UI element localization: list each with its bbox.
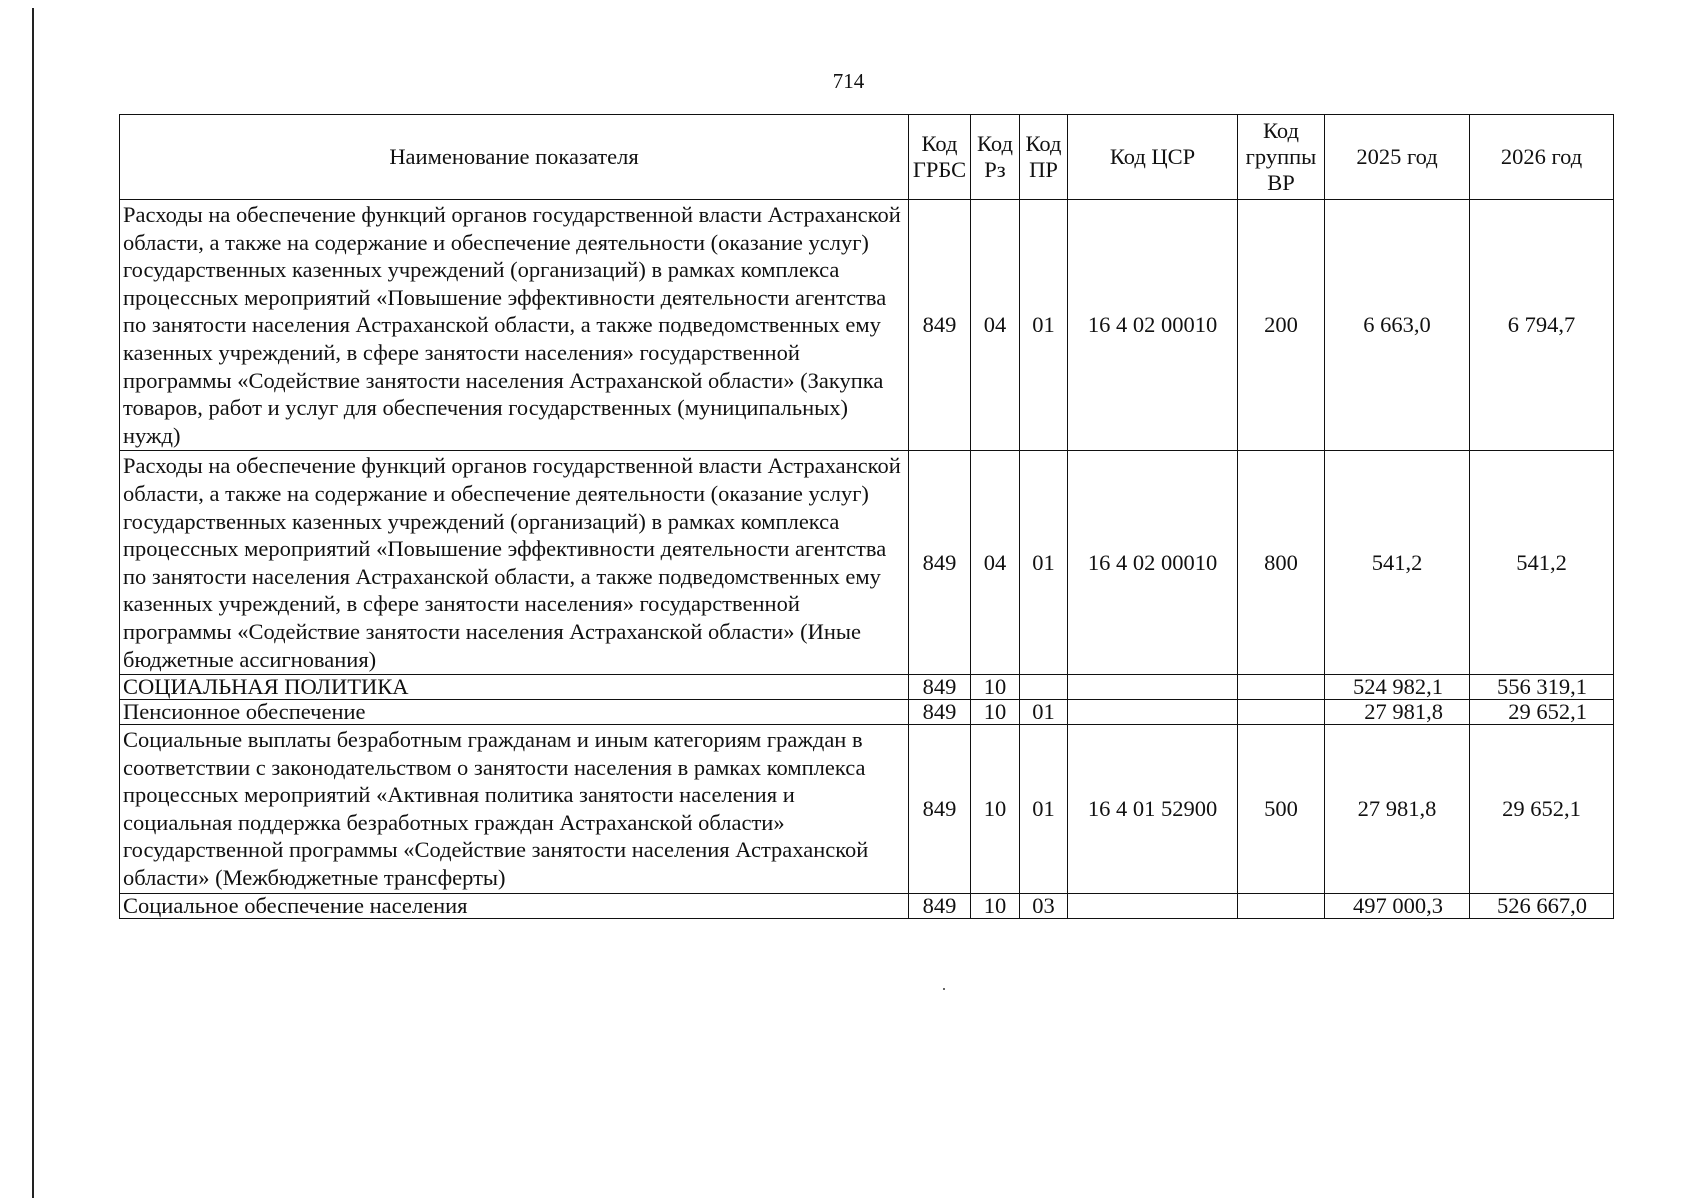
table-header-row xyxy=(120,115,1614,200)
row-pr: 01 xyxy=(1020,200,1068,451)
row-2025: 524 982,1 xyxy=(1325,675,1470,700)
row-csr: 16 4 01 52900 xyxy=(1068,725,1238,894)
row-csr: 16 4 02 00010 xyxy=(1068,451,1238,675)
row-vr xyxy=(1238,700,1325,725)
header-2025: 2025 год xyxy=(1325,115,1470,200)
row-rz: 10 xyxy=(971,725,1020,894)
row-name: Социальные выплаты безработным гражданам и иным категориям граждан в соответствии с законодательством о занятости населения в рамках комплекса процессных мероприятий «Активная политика занятости населения и социальная поддержка безработных граждан Астраханской области» государственной программы «Содействие занятости населения Астраханской области» (Межбюджетные трансферты) xyxy=(120,725,909,894)
budget-table xyxy=(119,114,1614,919)
row-2025: 27 981,8 xyxy=(1325,725,1470,894)
row-name: Пенсионное обеспечение xyxy=(120,700,909,725)
row-name: СОЦИАЛЬНАЯ ПОЛИТИКА xyxy=(120,675,909,700)
row-2026: 526 667,0 xyxy=(1470,893,1614,918)
row-csr xyxy=(1068,893,1238,918)
row-grbs: 849 xyxy=(909,675,971,700)
row-csr xyxy=(1068,700,1238,725)
table-row xyxy=(120,700,1614,725)
row-vr xyxy=(1238,893,1325,918)
row-grbs: 849 xyxy=(909,451,971,675)
scan-speck xyxy=(943,988,945,990)
page-number: 714 xyxy=(832,69,865,93)
row-pr: 01 xyxy=(1020,700,1068,725)
row-name: Расходы на обеспечение функций органов государственной власти Астраханской области, а также на содержание и обеспечение деятельности (оказание услуг) государственных казенных учреждений (организаций) в рамках комплекса процессных мероприятий «Повышение эффективности деятельности агентства по занятости населения Астраханской области, а также подведомственных ему казенных учреждений, в сфере занятости населения» государственной программы «Содействие занятости населения Астраханской области» (Закупка товаров, работ и услуг для обеспечения государственных (муниципальных) нужд) xyxy=(120,200,909,451)
header-pr: Код ПР xyxy=(1020,115,1068,200)
header-csr: Код ЦСР xyxy=(1068,115,1238,200)
row-2026: 29 652,1 xyxy=(1470,725,1614,894)
scan-left-edge-line xyxy=(32,8,34,1198)
row-rz: 10 xyxy=(971,675,1020,700)
row-2026: 29 652,1 xyxy=(1470,700,1614,725)
row-rz: 10 xyxy=(971,893,1020,918)
row-grbs: 849 xyxy=(909,893,971,918)
row-rz: 04 xyxy=(971,200,1020,451)
row-grbs: 849 xyxy=(909,725,971,894)
row-vr: 800 xyxy=(1238,451,1325,675)
row-name: Расходы на обеспечение функций органов государственной власти Астраханской области, а также на содержание и обеспечение деятельности (оказание услуг) государственных казенных учреждений (организаций) в рамках комплекса процессных мероприятий «Повышение эффективности деятельности агентства по занятости населения Астраханской области, а также подведомственных ему казенных учреждений, в сфере занятости населения» государственной программы «Содействие занятости населения Астраханской области» (Иные бюджетные ассигнования) xyxy=(120,451,909,675)
table-row xyxy=(120,675,1614,700)
header-vr: Код группы ВР xyxy=(1238,115,1325,200)
row-csr: 16 4 02 00010 xyxy=(1068,200,1238,451)
row-2026: 6 794,7 xyxy=(1470,200,1614,451)
row-pr: 01 xyxy=(1020,451,1068,675)
table-row xyxy=(120,451,1614,675)
row-2025: 6 663,0 xyxy=(1325,200,1470,451)
header-rz: Код Рз xyxy=(971,115,1020,200)
table-row xyxy=(120,725,1614,894)
row-csr xyxy=(1068,675,1238,700)
row-vr: 200 xyxy=(1238,200,1325,451)
header-grbs: Код ГРБС xyxy=(909,115,971,200)
row-name: Социальное обеспечение населения xyxy=(120,893,909,918)
header-2026: 2026 год xyxy=(1470,115,1614,200)
header-name: Наименование показателя xyxy=(120,115,909,200)
table-row xyxy=(120,200,1614,451)
row-2025: 497 000,3 xyxy=(1325,893,1470,918)
row-rz: 10 xyxy=(971,700,1020,725)
row-pr xyxy=(1020,675,1068,700)
row-vr: 500 xyxy=(1238,725,1325,894)
row-rz: 04 xyxy=(971,451,1020,675)
row-grbs: 849 xyxy=(909,200,971,451)
row-2025: 27 981,8 xyxy=(1325,700,1470,725)
row-pr: 01 xyxy=(1020,725,1068,894)
row-2026: 541,2 xyxy=(1470,451,1614,675)
row-2026: 556 319,1 xyxy=(1470,675,1614,700)
row-pr: 03 xyxy=(1020,893,1068,918)
row-grbs: 849 xyxy=(909,700,971,725)
row-2025: 541,2 xyxy=(1325,451,1470,675)
row-vr xyxy=(1238,675,1325,700)
table-row xyxy=(120,893,1614,918)
